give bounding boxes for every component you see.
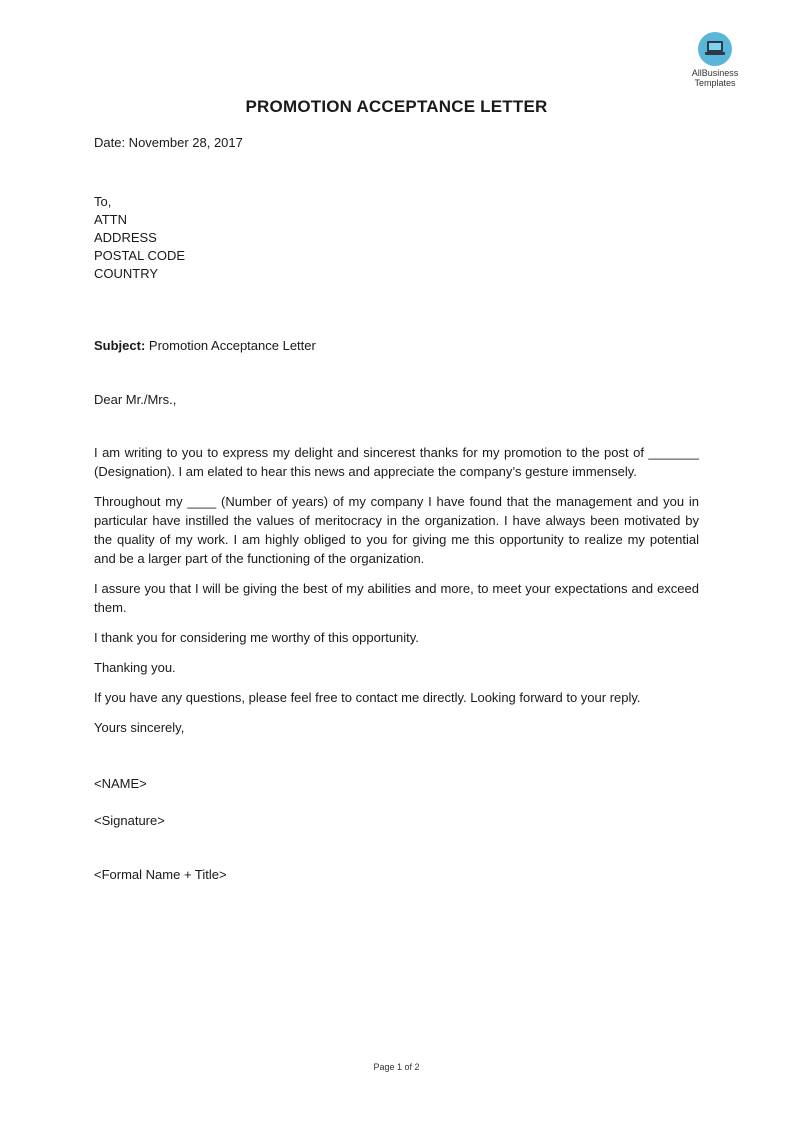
subject-label: Subject: (94, 338, 146, 353)
signer-signature: <Signature> (94, 813, 165, 828)
document-title: PROMOTION ACCEPTANCE LETTER (245, 97, 548, 116)
page-number: Page 1 of 2 (373, 1062, 420, 1072)
letter-date: Date: November 28, 2017 (94, 135, 243, 150)
address-line: ADDRESS (94, 230, 157, 245)
laptop-icon (698, 32, 732, 66)
letter-body (94, 443, 699, 748)
signer-formal-title: <Formal Name + Title> (94, 867, 227, 882)
logo-text-line1: AllBusiness (691, 68, 739, 78)
subject-line (94, 336, 699, 355)
greeting: Dear Mr./Mrs., (94, 392, 177, 407)
logo-text-line2: Templates (694, 78, 736, 88)
signer-name: <NAME> (94, 776, 147, 791)
address-to: To, (94, 194, 112, 209)
recipient-address (94, 193, 699, 283)
body-paragraph: I assure you that I will be giving the best of my abilities and more, to meet your expectations and exceed them. (94, 581, 699, 615)
closing: Yours sincerely, (94, 720, 185, 735)
body-paragraph: I am writing to you to express my delight and sincerest thanks for my promotion to the post of _______ (Designation). I am elated to hear this news and appreciate the company’s gesture immensely. (94, 445, 699, 479)
address-attn: ATTN (94, 212, 127, 227)
brand-logo (683, 32, 747, 88)
address-country: COUNTRY (94, 266, 159, 281)
address-postal-code: POSTAL CODE (94, 248, 186, 263)
subject-text: Promotion Acceptance Letter (145, 338, 316, 353)
body-paragraph: I thank you for considering me worthy of this opportunity. (94, 630, 419, 645)
body-paragraph: Throughout my ____ (Number of years) of my company I have found that the management and you in particular have instilled the values of meritocracy in the organization. I have always been motivated by the quality of my work. I am highly obliged to you for giving me this opportunity to realize my potential and be a larger part of the functioning of the organization. (94, 494, 699, 566)
body-paragraph: If you have any questions, please feel free to contact me directly. Looking forward to your reply. (94, 690, 641, 705)
body-paragraph: Thanking you. (94, 660, 176, 675)
